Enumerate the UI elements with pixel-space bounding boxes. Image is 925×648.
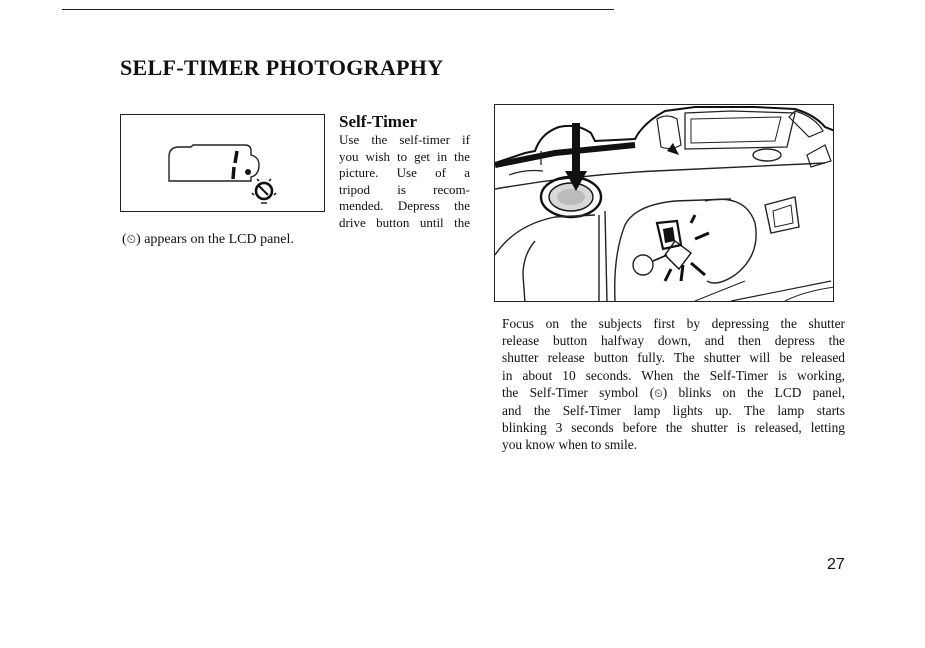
body-line-part: ) blinks on the LCD panel,	[662, 384, 845, 400]
caption-text: ) appears on the LCD panel.	[136, 232, 294, 247]
top-rule	[62, 9, 614, 10]
body-line: you know when to smile.	[502, 437, 638, 453]
self-timer-lamp-icon	[653, 215, 709, 281]
instructions-paragraph	[502, 315, 845, 454]
body-line: shutter release button fully. The shutter will be released	[502, 350, 845, 366]
intro-line: picture. Use of a	[339, 165, 470, 180]
self-timer-icon: ⏲	[654, 386, 663, 400]
body-line-part: the Self-Timer symbol (	[502, 384, 655, 400]
intro-line: tripod is recom-	[339, 181, 470, 197]
self-timer-icon: ⏲	[126, 232, 137, 246]
body-line: in about 10 seconds. When the Self-Timer is working,	[502, 367, 845, 383]
body-line: Focus on the subjects first by depressing the shutter	[502, 316, 845, 331]
shutter-release-button-icon	[541, 177, 601, 217]
body-line: blinking 3 seconds before the shutter is released, letting	[502, 420, 845, 436]
camera-illustration	[495, 105, 834, 302]
caption-prefix: (	[122, 232, 127, 247]
intro-paragraph	[339, 132, 470, 231]
intro-line: mended. Depress the	[339, 198, 470, 213]
body-line: release button halfway down, and then depress the	[502, 333, 845, 349]
page-title: SELF-TIMER PHOTOGRAPHY	[120, 55, 444, 80]
down-arrow-icon	[565, 123, 587, 191]
intro-line: drive button until the	[339, 214, 470, 230]
intro-line: you wish to get in the	[339, 148, 470, 164]
body-line: and the Self-Timer lamp lights up. The lamp starts	[502, 403, 845, 419]
intro-line: Use the self-timer if	[339, 132, 470, 147]
body-line-with-symbol	[502, 384, 845, 402]
section-heading: Self-Timer	[339, 112, 418, 131]
lcd-panel-illustration	[121, 115, 326, 213]
self-timer-icon	[252, 179, 276, 203]
page-number: 27	[827, 556, 845, 573]
lcd-panel-figure	[120, 114, 325, 212]
lcd-caption	[122, 232, 294, 248]
camera-top-figure	[494, 104, 834, 302]
